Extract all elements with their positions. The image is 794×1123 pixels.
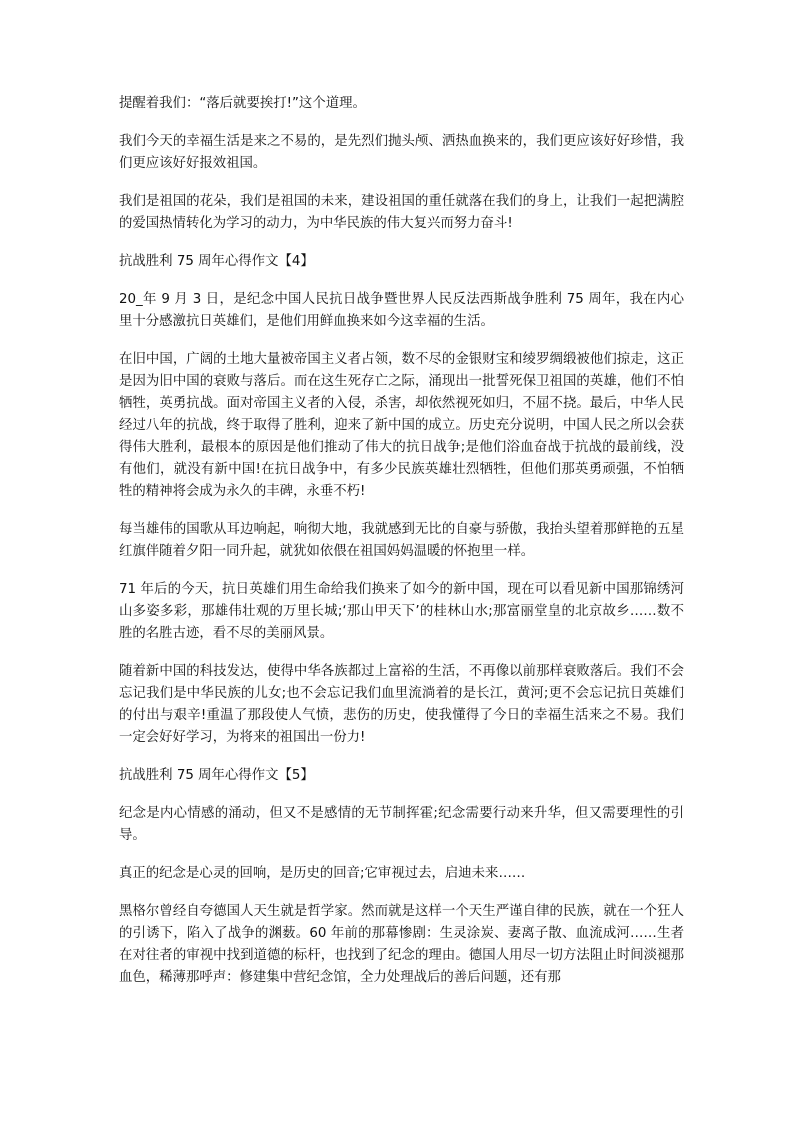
paragraph: 在旧中国，广阔的土地大量被帝国主义者占领，数不尽的金银财宝和绫罗绸缎被他们掠走，这正是因为旧中国的衰败与落后。而在这生死存亡之际，涌现出一批誓死保卫祖国的英雄，他们不怕牺牲，英勇抗战。面对帝国主义者的入侵，杀害，却依然视死如归，不屈不挠。最后，中华人民经过八年的抗战，终于取得了胜利，迎来了新中国的成立。历史充分说明，中国人民之所以会获得伟大胜利，最根本的原因是他们推动了伟大的抗日战争;是他们浴血奋战于抗战的最前线，没有他们，就没有新中国!在抗日战争中，有多少民族英雄壮烈牺牲，但他们那英勇顽强，不怕牺牲的精神将会成为永久的丰碑，永垂不朽!: [119, 352, 684, 499]
paragraph: 随着新中国的科技发达，使得中华各族都过上富裕的生活，不再像以前那样衰败落后。我们不会忘记我们是中华民族的儿女;也不会忘记我们血里流淌着的是长江，黄河;更不会忘记抗日英雄们的付出与艰辛!重温了那段使人气愤，悲伤的历史，使我懂得了今日的幸福生活来之不易。我们一定会好好学习，为将来的祖国出一份力!: [119, 664, 684, 745]
paragraph: 纪念是内心情感的涌动，但又不是感情的无节制挥霍;纪念需要行动来升华，但又需要理性的引导。: [119, 806, 684, 843]
paragraph: 每当雄伟的国歌从耳边响起，响彻大地，我就感到无比的自豪与骄傲，我抬头望着那鲜艳的五星红旗伴随着夕阳一同升起，就犹如依偎在祖国妈妈温暖的怀抱里一样。: [119, 522, 684, 559]
section-heading: 抗战胜利 75 周年心得作文【5】: [119, 768, 314, 783]
paragraph: 黑格尔曾经自夸德国人天生就是哲学家。然而就是这样一个天生严谨自律的民族，就在一个狂人的引诱下，陷入了战争的渊薮。60 年前的那幕惨剧：生灵涂炭、妻离子散、血流成河……生者在对往者的审视中找到道德的标杆，也找到了纪念的理由。德国人用尽一切方法阻止时间淡褪那血色，稀薄那呼声：修建集中营纪念馆，全力处理战后的善后问题，还有那: [119, 904, 684, 985]
paragraph: 20_年 9 月 3 日，是纪念中国人民抗日战争暨世界人民反法西斯战争胜利 75 周年，我在内心里十分感激抗日英雄们，是他们用鲜血换来如今这幸福的生活。: [119, 292, 684, 329]
paragraph: 71 年后的今天，抗日英雄们用生命给我们换来了如今的新中国，现在可以看见新中国那锦绣河山多姿多彩，那雄伟壮观的万里长城;‘那山甲天下’的桂林山水;那富丽堂皇的北京故乡……数不胜的名胜古迹，看不尽的美丽风景。: [119, 582, 684, 641]
document-page: [119, 93, 684, 1005]
paragraph: 提醒着我们：“落后就要挨打!”这个道理。: [119, 96, 366, 111]
paragraph: 真正的纪念是心灵的回响，是历史的回音;它审视过去，启迪未来……: [119, 866, 526, 881]
paragraph: 我们今天的幸福生活是来之不易的，是先烈们抛头颅、洒热血换来的，我们更应该好好珍惜，我们更应该好好报效祖国。: [119, 134, 684, 171]
section-heading: 抗战胜利 75 周年心得作文【4】: [119, 254, 314, 269]
paragraph: 我们是祖国的花朵，我们是祖国的未来，建设祖国的重任就落在我们的身上，让我们一起把满腔的爱国热情转化为学习的动力，为中华民族的伟大复兴而努力奋斗!: [119, 194, 684, 231]
